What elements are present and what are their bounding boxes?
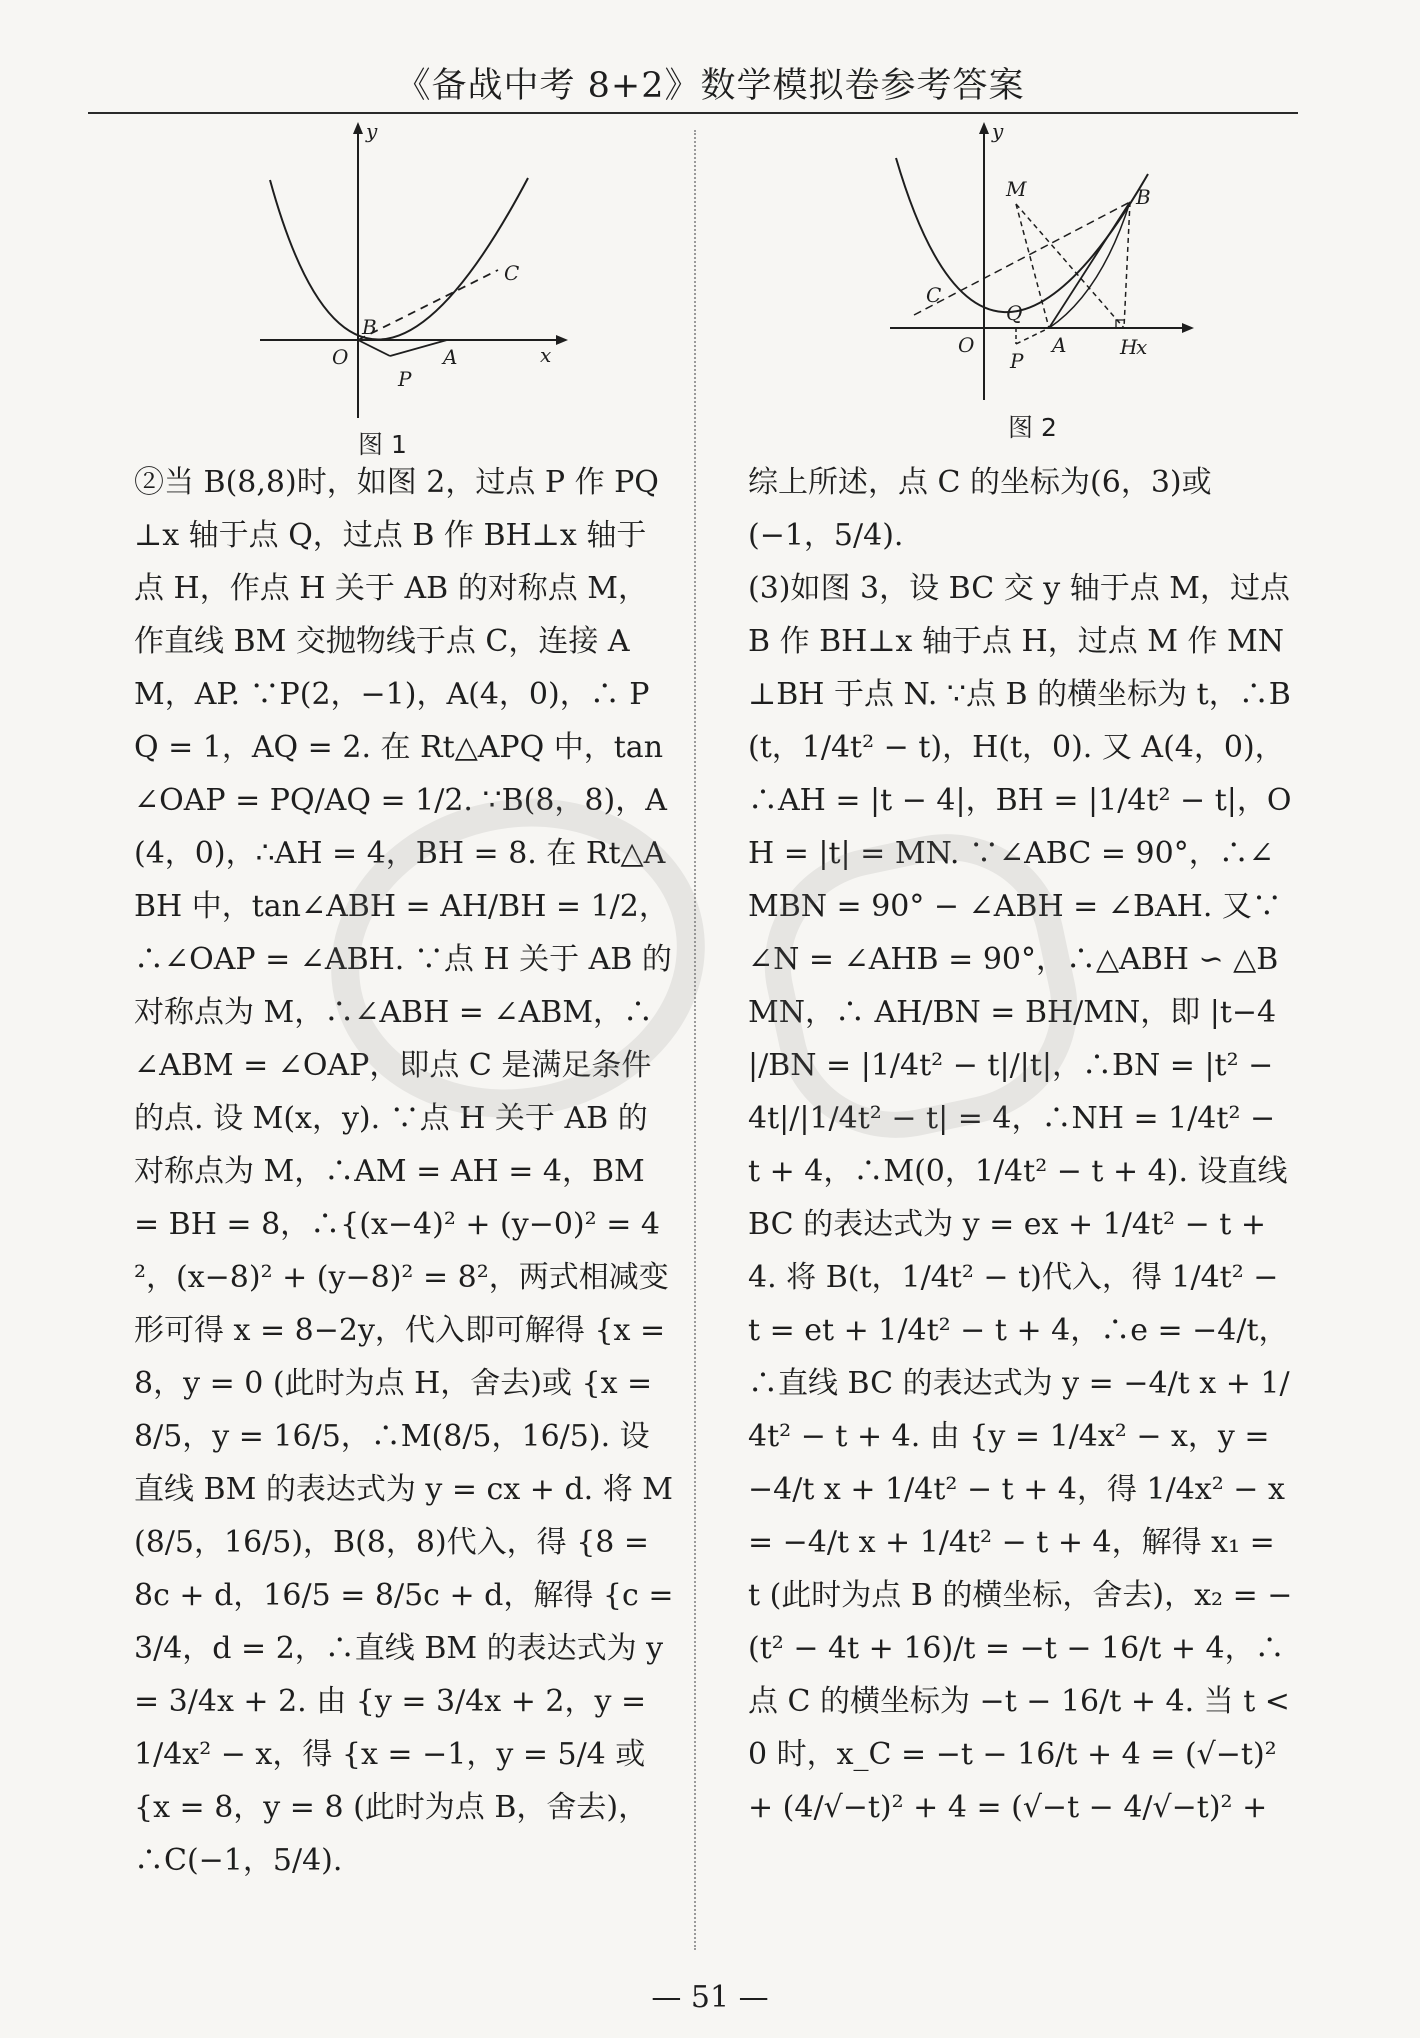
page-number: — 51 — (651, 1980, 769, 2015)
figure-1-caption: 图 1 (358, 430, 407, 459)
figure2-label-P: P (1010, 349, 1024, 373)
figure2-label-x: x (1136, 335, 1148, 359)
right-column (748, 456, 1300, 1834)
figure-1 (250, 118, 580, 428)
figure2-label-Q: Q (1006, 301, 1023, 325)
figure1-label-A: A (443, 345, 458, 369)
figure1-label-C: C (504, 261, 520, 285)
column-divider (694, 130, 696, 1950)
header-rule (88, 112, 1298, 114)
summary-paragraph: 综上所述，点 C 的坐标为(6，3)或(−1，5/4). (748, 465, 1212, 553)
figure2-label-y: y (992, 119, 1004, 143)
figure1-label-P: P (398, 367, 412, 391)
figure-2 (886, 118, 1206, 418)
part3-paragraph: (3)如图 3，设 BC 交 y 轴于点 M，过点 B 作 BH⊥x 轴于点 H，过点 M 作 MN⊥BH 于点 N. ∵点 B 的横坐标为 t，∴B(t，1/4t² − t)，H(t，0). 又 A(4，0)，∴AH = |t − 4|，BH = |1/4t² − t|，OH = |t| = MN. ∵∠ABC = 90°，∴∠MBN = 90° − ∠ABH = ∠BAH. 又∵∠N = ∠AHB = 90°，∴△ABH ∽ △BMN，∴ AH/BN = BH/MN，即 |t−4|/BN = |1/4t² − t|/|t|，∴BN = |t² − 4t|/|1/4t² − t| = 4，∴NH = 1/4t² − t + 4，∴M(0，1/4t² − t + 4). 设直线 BC 的表达式为 y = ex + 1/4t² − t + 4. 将 B(t，1/4t² − t)代入，得 1/4t² − t = et + 1/4t² − t + 4，∴e = −4/t，∴直线 BC 的表达式为 y = −4/t x + 1/4t² − t + 4. 由 {y = 1/4x² − x，y = −4/t x + 1/4t² − t + 4，得 1/4x² − x = −4/t x + 1/4t² − t + 4，解得 x₁ = t (此时为点 B 的横坐标，舍去)，x₂ = −(t² − 4t + 16)/t = −t − 16/t + 4，∴点 C 的横坐标为 −t − 16/t + 4. 当 t < 0 时，x_C = −t − 16/t + 4 = (√−t)² + (4/√−t)² + 4 = (√−t − 4/√−t)² + (748, 571, 1300, 1825)
figure1-label-x: x (540, 343, 552, 367)
figure1-label-B: B (362, 315, 377, 339)
left-column (134, 456, 684, 1887)
figure2-label-H: H (1120, 335, 1138, 359)
figure2-label-M: M (1006, 177, 1027, 201)
figure2-label-O: O (958, 333, 975, 357)
page-header: 《备战中考 8+2》数学模拟卷参考答案 (395, 66, 1025, 106)
figure2-label-C: C (926, 283, 942, 307)
figure2-label-A: A (1052, 333, 1067, 357)
figure-2-caption: 图 2 (1008, 413, 1057, 442)
figure1-label-O: O (332, 345, 349, 369)
solution-paragraph: ②当 B(8,8)时，如图 2，过点 P 作 PQ⊥x 轴于点 Q，过点 B 作 BH⊥x 轴于点 H，作点 H 关于 AB 的对称点 M，作直线 BM 交抛物线于点 C，连接 AM，AP. ∵P(2，−1)，A(4，0)，∴ PQ = 1，AQ = 2. 在 Rt△APQ 中，tan∠OAP = PQ/AQ = 1/2. ∵B(8，8)，A(4，0)，∴AH = 4，BH = 8. 在 Rt△ABH 中，tan∠ABH = AH/BH = 1/2，∴∠OAP = ∠ABH. ∵点 H 关于 AB 的对称点为 M，∴∠ABH = ∠ABM，∴∠ABM = ∠OAP，即点 C 是满足条件的点. 设 M(x，y). ∵点 H 关于 AB 的对称点为 M，∴AM = AH = 4，BM = BH = 8，∴{(x−4)² + (y−0)² = 4²，(x−8)² + (y−8)² = 8²，两式相减变形可得 x = 8−2y，代入即可解得 {x = 8，y = 0 (此时为点 H，舍去)或 {x = 8/5，y = 16/5，∴M(8/5，16/5). 设直线 BM 的表达式为 y = cx + d. 将 M(8/5，16/5)，B(8，8)代入，得 {8 = 8c + d，16/5 = 8/5c + d，解得 {c = 3/4，d = 2，∴直线 BM 的表达式为 y = 3/4x + 2. 由 {y = 3/4x + 2，y = 1/4x² − x，得 {x = −1，y = 5/4 或 {x = 8，y = 8 (此时为点 B，舍去)，∴C(−1，5/4). (134, 465, 684, 1878)
figure1-label-y: y (366, 119, 378, 143)
figure2-label-B: B (1136, 185, 1151, 209)
